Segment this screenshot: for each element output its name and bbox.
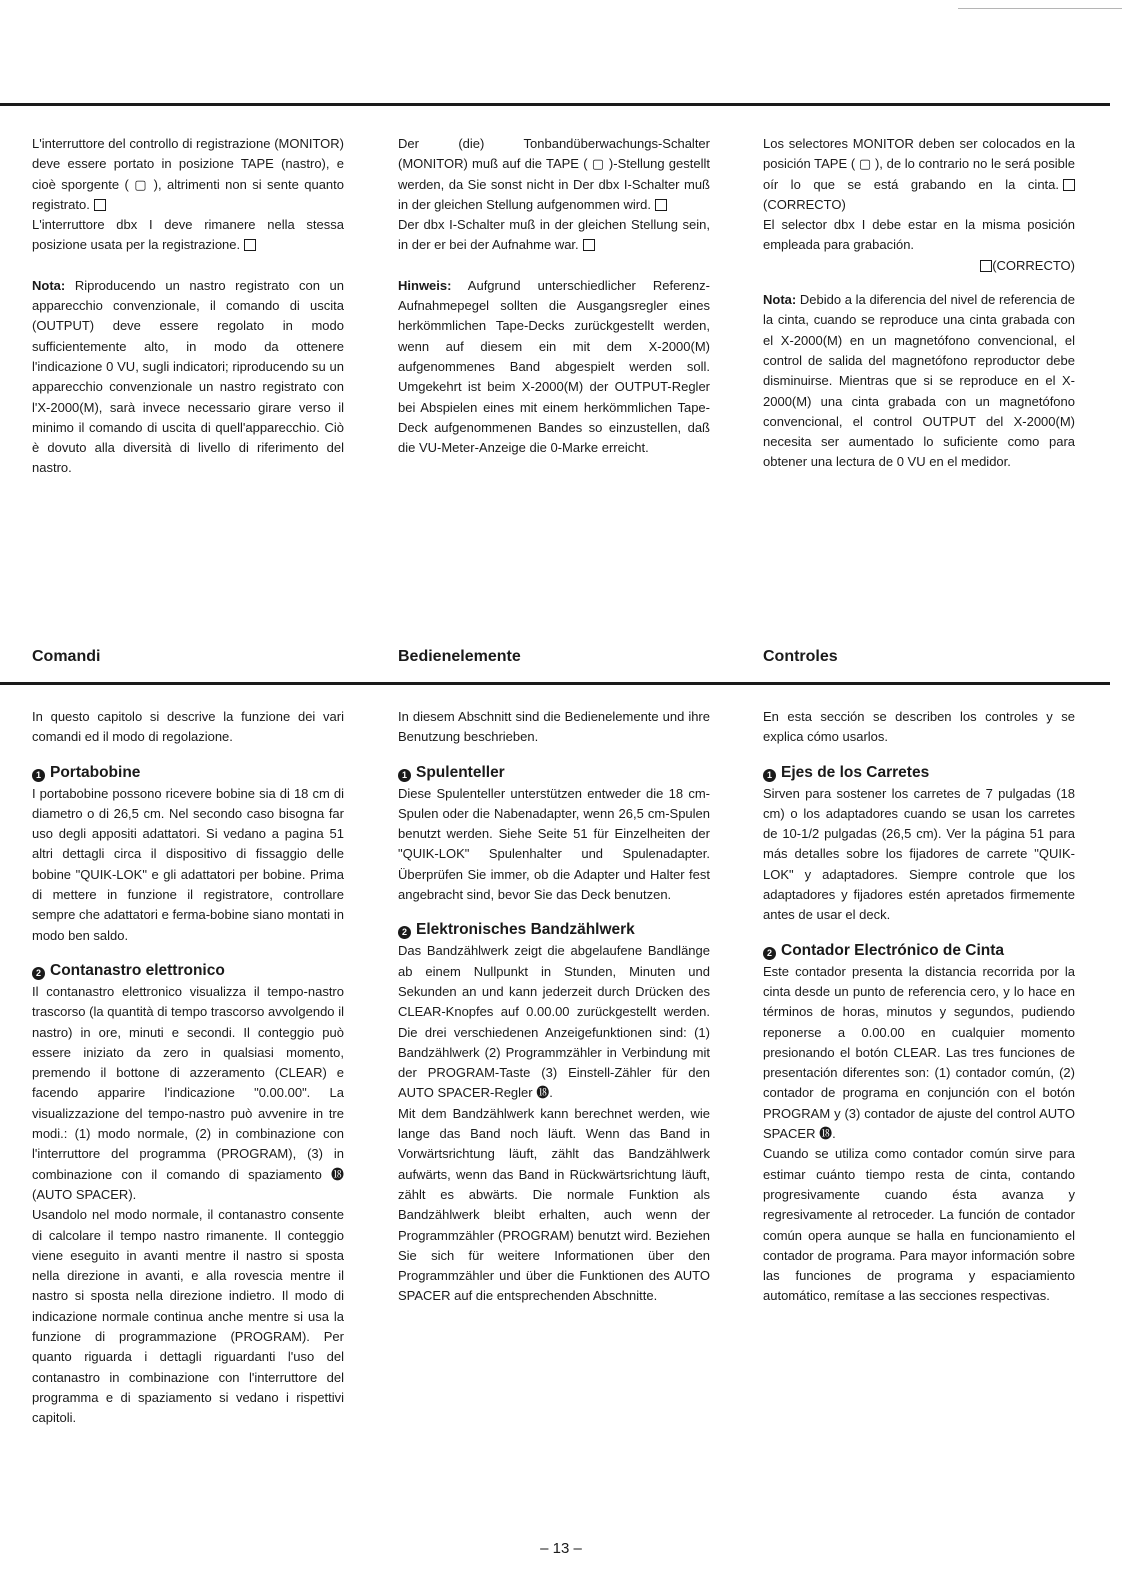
top-rule bbox=[0, 103, 1110, 106]
it-heading-reel: 1 Portabobine bbox=[32, 762, 344, 784]
es-counter-body: Este contador presenta la distancia recorrida por la cinta desde un punto de referencia cero, y lo hace en términos de horas, minutos y segundos, pudiendo reponerse a 0.00.00 en cualquier momento presionando el botón CLEAR. Las tres funciones de presentación diferentes son: (1) contador común, (2) contador de programa en conjunción con el botón PROGRAM y (3) contador de ajuste del control AUTO SPACER ⓲. bbox=[763, 963, 1075, 1142]
bottom-column-german bbox=[398, 707, 710, 1307]
section-title-italian: Comandi bbox=[32, 648, 101, 665]
page-number: – 13 – bbox=[540, 1540, 582, 1557]
de-heading-counter: 2 Elektronisches Bandzählwerk bbox=[398, 919, 710, 941]
it-counter-body-2: Usandolo nel modo normale, il contanastro consente di calcolare il tempo nastro rimanente. Il conteggio viene eseguito in avanti mentre il nastro si sposta nella direzione in avanti, e alla rovescia mentre il nastro si sposta nella direzione indietro. Il modo di indicazione normale continua anche mentre si usa la funzione di programmazione (PROGRAM). Per quanto riguarda i dettagli riguardanti l'uso del contanastro in combinazione con l'interruttore del programma e di spaziamento si vedano i rispettivi capitoli. bbox=[32, 1207, 344, 1426]
top-column-italian bbox=[32, 134, 344, 479]
it-intro: In questo capitolo si descrive la funzione dei vari comandi ed il modo di regolazione. bbox=[32, 709, 344, 745]
de-monitor-paragraph: Der (die) Tonbandüberwachungs-Schalter (MONITOR) muß auf die TAPE ( ▢ )-Stellung gestellt werden, da Sie sonst nicht in Der dbx I-Schalter muß in der gleichen Stellung aufgenommen wird. bbox=[398, 136, 710, 212]
top-column-spanish bbox=[763, 134, 1075, 473]
it-monitor-paragraph: L'interruttore del controllo di registrazione (MONITOR) deve essere portato in posizione TAPE (nastro), e cioè sporgente ( ▢ ), altrimenti non si sente quanto registrato. bbox=[32, 136, 344, 212]
end-mark-icon bbox=[244, 239, 256, 251]
top-right-hairline bbox=[958, 8, 1122, 9]
de-note: Hinweis: Aufgrund unterschiedlicher Referenz-Aufnahmepegel sollten die Ausgangsregler eines herkömmlichen Tape-Decks zurückgestellt werden, wenn auf diesem ein mit dem X-2000(M) aufgenommenes Band abgespielt werden soll. Umgekehrt ist beim X-2000(M) der OUTPUT-Regler bei Abspielen eines mit einem herkömmlichen Tape-Deck aufgenommenen Bandes so einzustellen, daß die VU-Meter-Anzeige die 0-Marke erreicht. bbox=[398, 277, 710, 456]
es-reel-body: Sirven para sostener los carretes de 7 pulgadas (18 cm) o los adaptadores cuando se usan los carretes de 10-1/2 pulgadas (26,5 cm). Ver la página 51 para más detalles sobre los fijadores de carrete "QUIK-LOK" y adaptadores. Siempre controle que los adaptadores y fijadores estén apretados firmemente antes de usar el deck. bbox=[763, 785, 1075, 923]
es-correcto-line: (CORRECTO) bbox=[763, 256, 1075, 276]
number-2-icon: 2 bbox=[763, 947, 776, 960]
end-mark-icon bbox=[583, 239, 595, 251]
it-counter-body: Il contanastro elettronico visualizza il tempo-nastro trascorso (la quantità di tempo trascorso avvolgendo il nastro) in ore, minuti e secondi. Il conteggio può essere iniziato da zero in qualsiasi momento, premendo il bottone di azzeramento (CLEAR) e facendo apparire l'indicazione "0.00.00". La visualizzazione del tempo-nastro può avvenire in tre modi.: (1) modo normale, (2) in combinazione con l'interruttore del programma (PROGRAM), (3) in combinazione con il comando di spaziamento ⓲ (AUTO SPACER). bbox=[32, 983, 344, 1202]
es-heading-reel: 1 Ejes de los Carretes bbox=[763, 762, 1075, 784]
es-note: Nota: Debido a la diferencia del nivel de referencia de la cinta, cuando se reproduce una cinta grabada con el X-2000(M) en un magnetófono convencional, el control de salida del magnetófono reproductor debe disminuirse. Mientras que si se reproduce en el X-2000(M) una cinta grabada con un magnetófono convencional, el control OUTPUT del X-2000(M) necesita ser aumentado lo suficiente como para obtener una lectura de 0 VU en el medidor. bbox=[763, 292, 1075, 470]
end-mark-icon bbox=[1063, 179, 1075, 191]
it-dbx-paragraph: L'interruttore dbx I deve rimanere nella stessa posizione usata per la registrazione. bbox=[32, 217, 344, 253]
es-dbx-paragraph: El selector dbx I debe estar en la misma posición empleada para grabación. bbox=[763, 217, 1075, 253]
es-heading-counter: 2 Contador Electrónico de Cinta bbox=[763, 940, 1075, 962]
end-mark-icon bbox=[94, 199, 106, 211]
bottom-column-italian bbox=[32, 707, 344, 1429]
number-1-icon: 1 bbox=[398, 769, 411, 782]
it-note: Nota: Riproducendo un nastro registrato con un apparecchio convenzionale, il comando di uscita (OUTPUT) deve essere regolato in modo sufficientemente alto, in modo da ottenere l'indicazione 0 VU, sugli indicatori; riproducendo su un apparecchio convenzionale un nastro registrato con l'X-2000(M), sarà invece necessario girare verso il minimo il comando di uscita di quell'apparecchio. Ciò è dovuto alla diversità di livello di riferimento del nastro. bbox=[32, 277, 344, 476]
de-heading-reel: 1 Spulenteller bbox=[398, 762, 710, 784]
bottom-column-spanish bbox=[763, 707, 1075, 1307]
end-mark-icon bbox=[655, 199, 667, 211]
de-intro: In diesem Abschnitt sind die Bedienelemente und ihre Benutzung beschrieben. bbox=[398, 709, 710, 745]
top-column-german bbox=[398, 134, 710, 458]
it-reel-body: I portabobine possono ricevere bobine sia di 18 cm di diametro o di 26,5 cm. Nel secondo caso bisogna far uso degli appositi adattatori. Si vedano a pagina 51 altri dettagli circa il dispositivo di fissaggio delle bobine "QUIK-LOK" e gli adattatori per bobine. Prima di mettere in funzione il registratore, controllare sempre che adattatori e ferma-bobine siano montati in modo ben saldo. bbox=[32, 785, 344, 943]
de-counter-body: Das Bandzählwerk zeigt die abgelaufene Bandlänge ab einem Nullpunkt in Stunden, Minuten und Sekunden an und kann jederzeit durch Drücken des CLEAR-Knopfes auf 0.00.00 zurückgestellt werden. Die drei verschiedenen Anzeigefunktionen sind: (1) Bandzählwerk (2) Programmzähler in Verbindung mit der PROGRAM-Taste (3) Einstell-Zähler für den AUTO SPACER-Regler ⓲. bbox=[398, 943, 710, 1101]
end-mark-icon bbox=[980, 260, 992, 272]
number-1-icon: 1 bbox=[32, 769, 45, 782]
es-counter-body-2: Cuando se utiliza como contador común sirve para estimar cuánto tiempo resta de cinta, contando progresivamente cuando ésta avanza y regresivamente al retroceder. La función de contador común opera aunque se halla en funcionamiento el contador de programa. Para mayor información sobre las funciones de programa y espaciamiento automático, remítase a las secciones respectivas. bbox=[763, 1146, 1075, 1304]
de-reel-body: Diese Spulenteller unterstützen entweder die 18 cm-Spulen oder die Nabenadapter, wenn 26,5 cm-Spulen benutzt werden. Siehe Seite 51 für Einzelheiten der "QUIK-LOK" Spulenhalter und Spulenadapter. Überprüfen Sie immer, ob die Adapter und Halter fest angebracht sind, bevor Sie das Deck benutzen. bbox=[398, 785, 710, 903]
section-rule bbox=[0, 682, 1110, 685]
es-intro: En esta sección se describen los controles y se explica cómo usarlos. bbox=[763, 709, 1075, 745]
number-2-icon: 2 bbox=[32, 967, 45, 980]
section-title-german: Bedienelemente bbox=[398, 648, 521, 665]
section-title-spanish: Controles bbox=[763, 648, 838, 665]
es-monitor-paragraph: Los selectores MONITOR deben ser colocados en la posición TAPE ( ▢ ), de lo contrario no le será posible oír lo que se está grabando en la cinta.(CORRECTO) bbox=[763, 136, 1075, 212]
it-heading-counter: 2 Contanastro elettronico bbox=[32, 960, 344, 982]
de-dbx-paragraph: Der dbx I-Schalter muß in der gleichen Stellung sein, in der er bei der Aufnahme war. bbox=[398, 217, 710, 253]
de-counter-body-2: Mit dem Bandzählwerk kann berechnet werden, wie lange das Band noch läuft. Wenn das Band in Vorwärtsrichtung läuft, zählt das Bandzählwerk aufwärts, wenn das Band in Rückwärtsrichtung läuft, zählt es abwärts. Die normale Funktion als Bandzählwerk bleibt erhalten, auch wenn der Programmzähler (PROGRAM) benutzt wird. Beziehen Sie sich für weitere Informationen über den Programmzähler und über die Funktionen des AUTO SPACER auf die entsprechenden Abschnitte. bbox=[398, 1105, 710, 1304]
number-1-icon: 1 bbox=[763, 769, 776, 782]
number-2-icon: 2 bbox=[398, 926, 411, 939]
